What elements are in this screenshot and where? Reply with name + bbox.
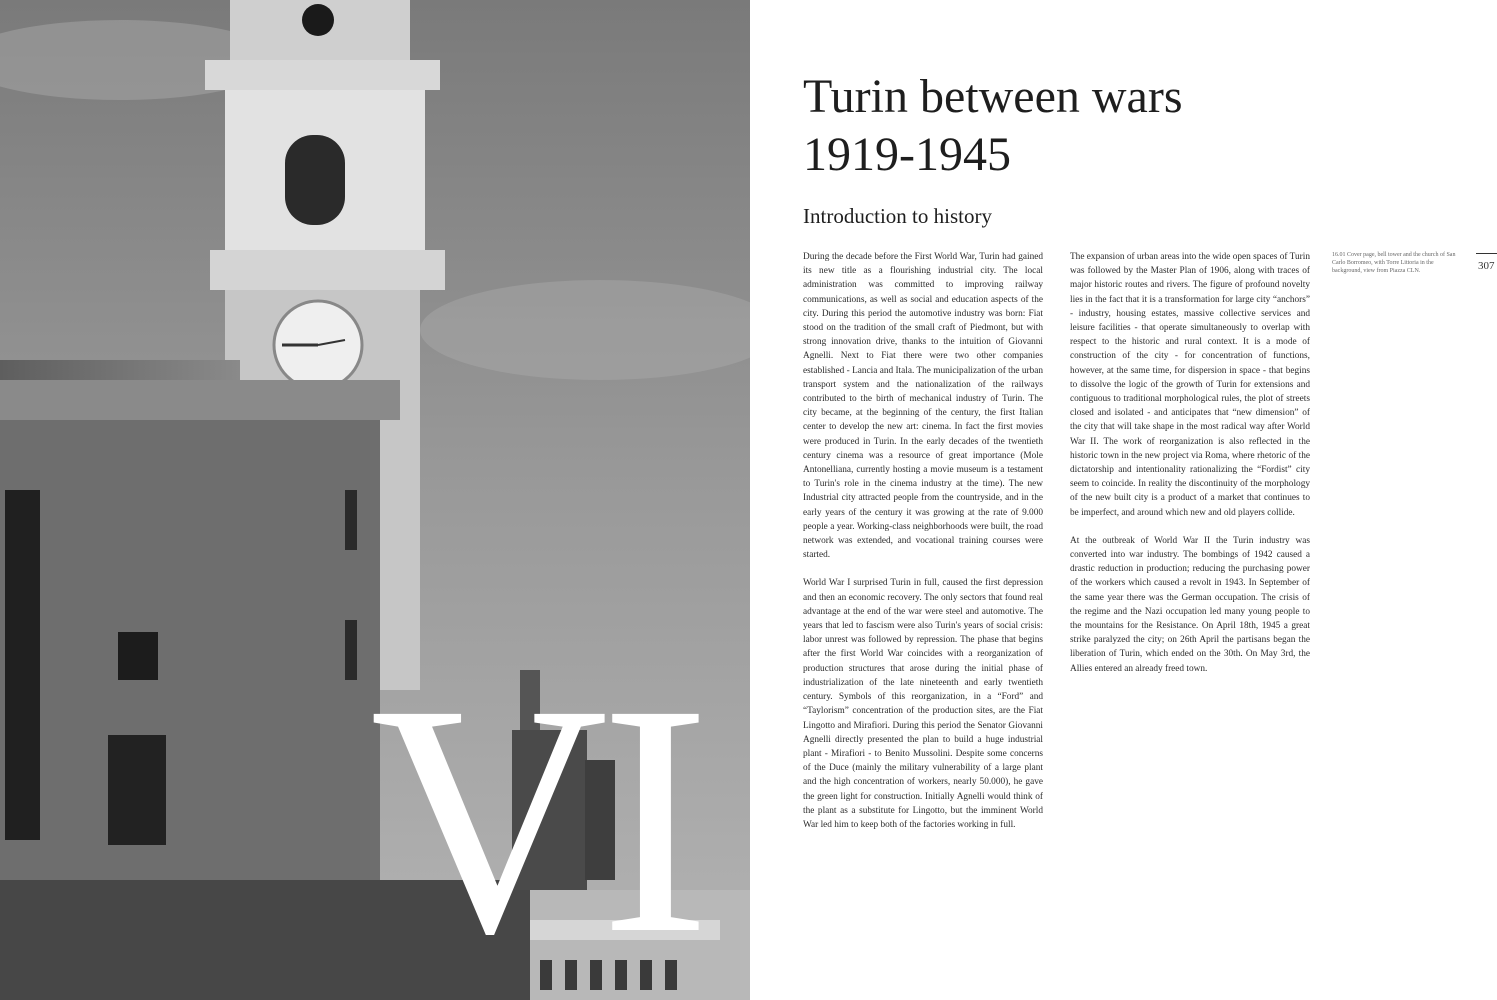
paragraph: World War I surprised Turin in full, caused the first depression and then an economic recovery. The only sectors that found real advantage at the end of the war were steel and automotive. The years that led to fascism were also Turin's years of social crisis: labor unrest was followed by repression. The phase that begins after the first World War coincides with a reorganization of production structures that arose during the initial phase of industrialization of the late nineteenth and early twentieth century. Symbols of this reorganization, in a “Ford” and “Taylorism” concentration of the production sites, are the Fiat Lingotto and Mirafiori. During this period the Senator Giovanni Agnelli directly presented the plan to build a huge industrial plant - Mirafiori - to Benito Mussolini. Despite some concerns of the Duce (mainly the military vulnerability of a large plant and the high concentration of workers, nearly 50.000), he gave the green light for construction. Initially Agnelli would think of the plant as a substitute for Lingotto, but the imminent World War led him to keep both of the factories working in full. xyxy=(803,578,1043,830)
page-title-line-1: Turin between wars xyxy=(803,70,1183,123)
page-title xyxy=(803,68,1183,184)
page-title-line-2: 1919-1945 xyxy=(803,128,1011,181)
figure-caption: 16.01 Cover page, bell tower and the church of San Carlo Borromeo, with Torre Littoria in the background, view from Piazza CLN. xyxy=(1332,252,1456,274)
page-number: 307 xyxy=(1478,260,1495,272)
text-column-2 xyxy=(1070,250,1310,690)
paragraph: During the decade before the First World War, Turin had gained its new title as a flourishing industrial city. The local administration was committed to improving railway communications, as well as social and education aspects of the city. During this period the automotive industry was born: Fiat stood on the tradition of the small craft of Piedmont, but with strong innovation drive, thanks to the intuition of Giovanni Agnelli. Next to Fiat there were two other companies established - Lancia and Itala. The municipalization of the urban transport system and the nationalization of the railways contributed to the birth of mechanical industry of Turin. The city became, at the beginning of the century, the first Italian center to develop the new art: cinema. In fact the first movies were produced in Turin. In the early decades of the twentieth century cinema was a resource of great importance (Mole Antonelliana, currently hosting a movie museum is a testament to Turin's role in the cinema industry at the time). The new Industrial city attracted people from the countryside, and in the early years of the century it was growing at the rate of 9.000 people a year. Working-class neighborhoods were built, the road network was extended, and vocational training courses were started. xyxy=(803,252,1043,561)
paragraph: The expansion of urban areas into the wide open spaces of Turin was followed by the Master Plan of 1906, along with traces of major historic routes and rivers. The figure of profound novelty lies in the fact that it is a transformation for large city “anchors” - industry, housing estates, massive collective services and leisure facilities - that operate simultaneously to overlap with respect to the historic and rural context. It is a mode of construction of the city - for concentration of functions, however, at the same time, for dispersion in space - that begins to dissolve the logic of the growth of Turin for extensions and contiguous to traditional morphological rules, the plot of streets closed and isolated - and anticipates that “new dimension” of the city that will take shape in the most radical way after World War II. The work of reorganization is also reflected in the historic town in the new project via Roma, where rhetoric of the dictatorship and intentionality rationalizing the “Fordist” city seem to coincide. In reality the discontinuity of the morphology of the new built city is a product of a market that continues to be imperfect, and around which new and old players collide. xyxy=(1070,252,1310,518)
chapter-numeral: VI xyxy=(370,637,703,1000)
text-column-1 xyxy=(803,250,1043,846)
page-number-rule xyxy=(1476,253,1497,254)
paragraph: At the outbreak of World War II the Turin industry was converted into war industry. The bombings of 1942 caused a drastic reduction in production; reducing the purchasing power of the workers which caused a revolt in 1943. In September of the same year there was the German occupation. The crisis of the regime and the Nazi occupation led many young people to the mountains for the Resistance. On April 18th, 1945 a great strike paralyzed the city; on 26th April the partisans began the liberation of Turin, which ended on the 30th. On May 3rd, the Allies entered an already freed town. xyxy=(1070,535,1310,674)
section-subtitle: Introduction to history xyxy=(803,204,992,228)
